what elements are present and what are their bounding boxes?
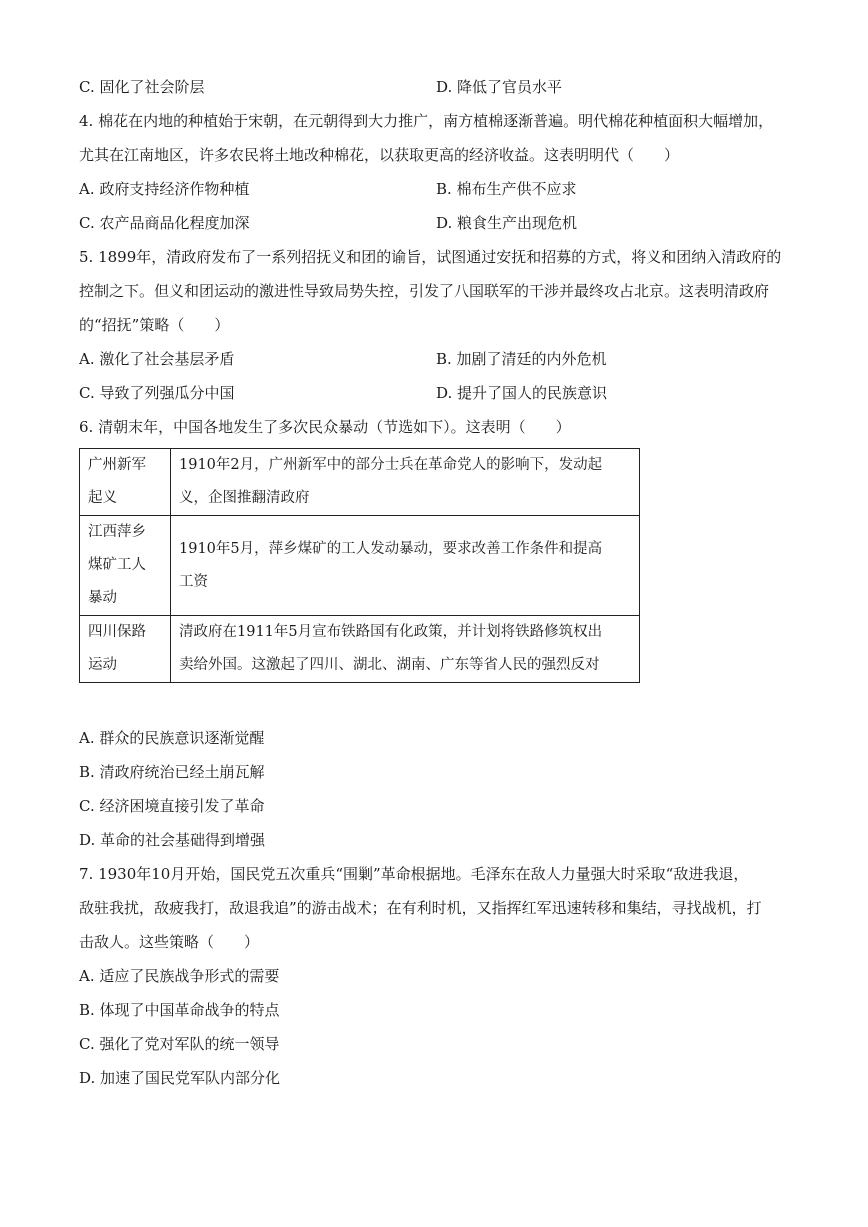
q6-events-table [79,448,640,683]
q4-option-a[interactable]: A. 政府支持经济作物种植 [79,180,250,198]
q4-option-b[interactable]: B. 棉布生产供不应求 [436,180,577,198]
event-name-cell [80,449,171,516]
q5-stem-line-1: 5. 1899年，清政府发布了一系列招抚义和团的谕旨，试图通过安抚和招募的方式，将义和团纳入清政府的 [79,248,782,266]
event-name-line: 广州新军 [88,457,146,473]
q3-options-row-cd [79,70,799,104]
event-desc-line: 工资 [179,573,208,590]
q6-option-d[interactable]: D. 革命的社会基础得到增强 [79,831,266,849]
event-name-line: 起义 [88,490,117,506]
event-desc-line: 清政府在1911年5月宣布铁路国有化政策，并计划将铁路修筑权出 [179,624,603,640]
q7-option-a[interactable]: A. 适应了民族战争形式的需要 [79,967,280,985]
q7-option-b[interactable]: B. 体现了中国革命战争的特点 [79,1001,280,1019]
q7-stem-line-1: 7. 1930年10月开始，国民党五次重兵“围剿”革命根据地。毛泽东在敌人力量强大时采取“敌进我退， [79,865,749,883]
q5-option-b[interactable]: B. 加剧了清廷的内外危机 [436,350,607,368]
event-name-line: 煤矿工人 [88,557,146,573]
event-name-line: 暴动 [88,590,117,606]
event-desc-cell [171,516,640,616]
q4-stem-line-1: 4. 棉花在内地的种植始于宋朝，在元朝得到大力推广，南方植棉逐渐普遍。明代棉花种植面积大幅增加， [79,112,774,130]
q5-option-d[interactable]: D. 提升了国人的民族意识 [436,384,608,402]
q4-option-c[interactable]: C. 农产品商品化程度加深 [79,214,250,232]
q5-options-row-ab [79,342,799,376]
table-row [80,616,640,683]
q6-option-a[interactable]: A. 群众的民族意识逐渐觉醒 [79,729,265,747]
event-name-line: 江西萍乡 [88,524,146,540]
table-row [80,516,640,616]
event-desc-line: 卖给外国。这激起了四川、湖北、湖南、广东等省人民的强烈反对 [179,657,600,673]
event-desc-line: 义，企图推翻清政府 [179,490,310,506]
event-name-cell [80,516,171,616]
q4-option-d[interactable]: D. 粮食生产出现危机 [436,214,578,232]
q7-option-c[interactable]: C. 强化了党对军队的统一领导 [79,1035,280,1053]
q4-stem-line-2: 尤其在江南地区，许多农民将土地改种棉花，以获取更高的经济收益。这表明明代（ ） [79,146,680,164]
event-name-line: 运动 [88,657,117,673]
event-desc-cell [171,449,640,516]
q6-option-b[interactable]: B. 清政府统治已经土崩瓦解 [79,763,265,781]
q5-options-row-cd [79,376,799,410]
event-desc-line: 1910年2月，广州新军中的部分士兵在革命党人的影响下，发动起 [179,457,603,473]
q4-options-row-ab [79,172,799,206]
table-row [80,449,640,516]
exam-page [79,70,799,1095]
q6-stem: 6. 清朝末年，中国各地发生了多次民众暴动（节选如下）。这表明（ ） [79,418,571,436]
q5-option-c[interactable]: C. 导致了列强瓜分中国 [79,384,235,402]
event-desc-cell [171,616,640,683]
event-name-cell [80,616,171,683]
q7-stem-line-3: 击敌人。这些策略（ ） [79,933,260,951]
q5-stem-line-3: 的“招抚”策略（ ） [79,316,230,334]
q5-option-a[interactable]: A. 激化了社会基层矛盾 [79,350,235,368]
q7-stem-line-2: 敌驻我扰，敌疲我打，敌退我追”的游击战术；在有利时机，又指挥红军迅速转移和集结，寻找战机，打 [79,899,762,917]
q6-option-c[interactable]: C. 经济困境直接引发了革命 [79,797,265,815]
q3-option-d[interactable]: D. 降低了官员水平 [436,78,563,96]
q4-options-row-cd [79,206,799,240]
q5-stem-line-2: 控制之下。但义和团运动的激进性导致局势失控，引发了八国联军的干涉并最终攻占北京。这表明清政府 [79,282,770,300]
q7-option-d[interactable]: D. 加速了国民党军队内部分化 [79,1069,281,1087]
q3-option-c[interactable]: C. 固化了社会阶层 [79,78,205,96]
event-name-line: 四川保路 [88,624,146,640]
event-desc-line: 1910年5月，萍乡煤矿的工人发动暴动，要求改善工作条件和提高 [179,540,603,557]
